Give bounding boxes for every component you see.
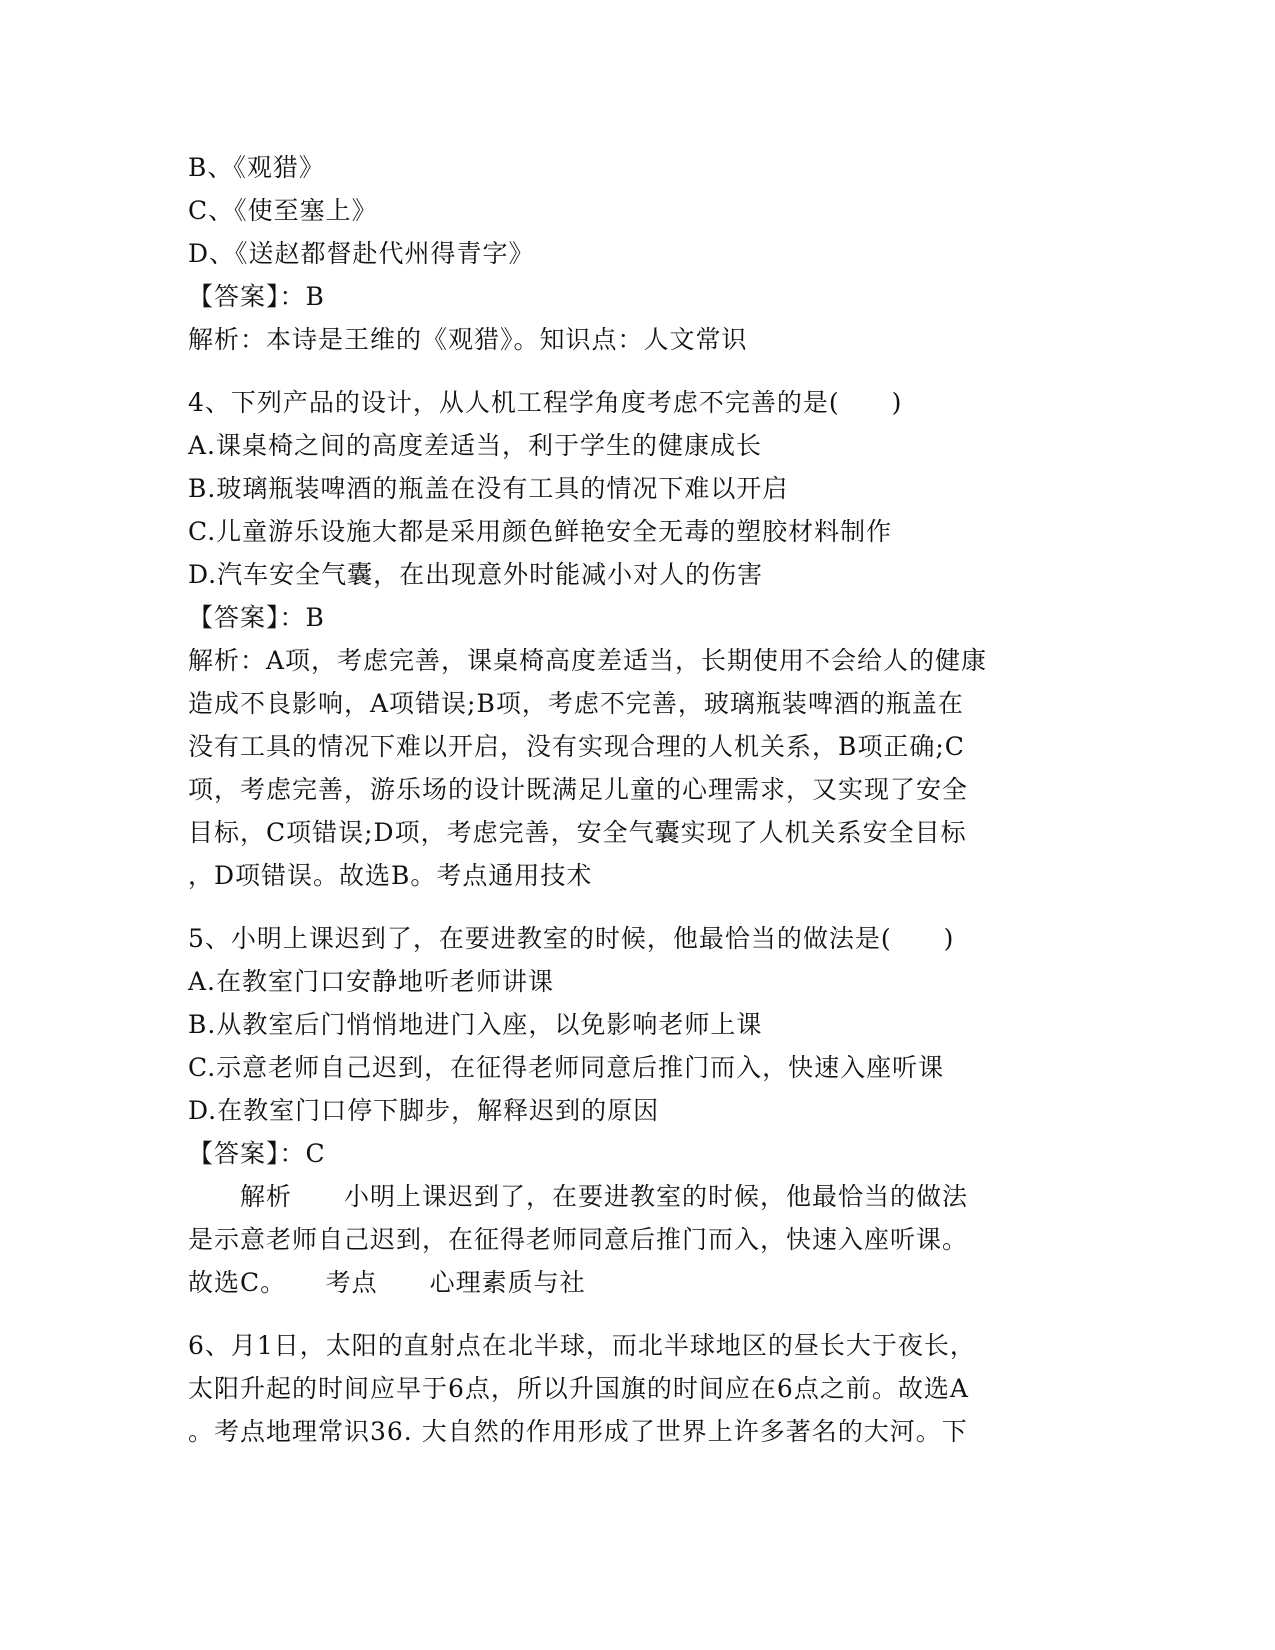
q4-option-a: A.课桌椅之间的高度差适当，利于学生的健康成长 xyxy=(188,431,763,460)
q3-option-d: D、《送赵都督赴代州得青字》 xyxy=(188,239,535,268)
q4-analysis-line: 解析：A项，考虑完善，课桌椅高度差适当，长期使用不会给人的健康 xyxy=(188,646,988,675)
q5-analysis-line: 解析 小明上课迟到了，在要进教室的时候，他最恰当的做法 xyxy=(188,1182,969,1211)
q4-analysis-line: 项，考虑完善，游乐场的设计既满足儿童的心理需求，又实现了安全 xyxy=(188,775,969,804)
q6-line: 。考点地理常识36. 大自然的作用形成了世界上许多著名的大河。下 xyxy=(188,1417,968,1446)
q4-analysis-line: ，D项错误。故选B。考点通用技术 xyxy=(188,861,593,890)
document-content xyxy=(188,146,1088,1453)
q5-question: 5、小明上课迟到了，在要进教室的时候，他最恰当的做法是( ) xyxy=(188,924,955,953)
q5-option-b: B.从教室后门悄悄地进门入座，以免影响老师上课 xyxy=(188,1010,763,1039)
spacer xyxy=(188,361,1088,381)
q3-option-b: B、《观猎》 xyxy=(188,153,325,182)
q4-analysis-line: 目标，C项错误;D项，考虑完善，安全气囊实现了人机关系安全目标 xyxy=(188,818,967,847)
q5-option-c: C.示意老师自己迟到，在征得老师同意后推门而入，快速入座听课 xyxy=(188,1053,945,1082)
q4-question: 4、下列产品的设计，从人机工程学角度考虑不完善的是( ) xyxy=(188,388,903,417)
spacer xyxy=(188,897,1088,917)
q4-analysis-line: 没有工具的情况下难以开启，没有实现合理的人机关系，B项正确;C xyxy=(188,732,965,761)
q3-option-c: C、《使至塞上》 xyxy=(188,196,378,225)
q5-analysis-line: 是示意老师自己迟到，在征得老师同意后推门而入，快速入座听课。 xyxy=(188,1225,969,1254)
q5-option-d: D.在教室门口停下脚步，解释迟到的原因 xyxy=(188,1096,660,1125)
q5-option-a: A.在教室门口安静地听老师讲课 xyxy=(188,967,555,996)
q4-option-d: D.汽车安全气囊，在出现意外时能减小对人的伤害 xyxy=(188,560,764,589)
q4-analysis-line: 造成不良影响，A项错误;B项，考虑不完善，玻璃瓶装啤酒的瓶盖在 xyxy=(188,689,964,718)
q4-option-c: C.儿童游乐设施大都是采用颜色鲜艳安全无毒的塑胶材料制作 xyxy=(188,517,893,546)
q4-option-b: B.玻璃瓶装啤酒的瓶盖在没有工具的情况下难以开启 xyxy=(188,474,789,503)
spacer xyxy=(188,1304,1088,1324)
q3-analysis: 解析：本诗是王维的《观猎》。知识点：人文常识 xyxy=(188,325,748,354)
q4-answer: 【答案】：B xyxy=(188,603,325,632)
q6-line: 太阳升起的时间应早于6点，所以升国旗的时间应在6点之前。故选A xyxy=(188,1374,969,1403)
q3-answer: 【答案】：B xyxy=(188,282,325,311)
q5-analysis-line: 故选C。 考点 心理素质与社 xyxy=(188,1268,586,1297)
q5-answer: 【答案】：C xyxy=(188,1139,326,1168)
q6-line: 6、月1日，太阳的直射点在北半球，而北半球地区的昼长大于夜长， xyxy=(188,1331,976,1360)
